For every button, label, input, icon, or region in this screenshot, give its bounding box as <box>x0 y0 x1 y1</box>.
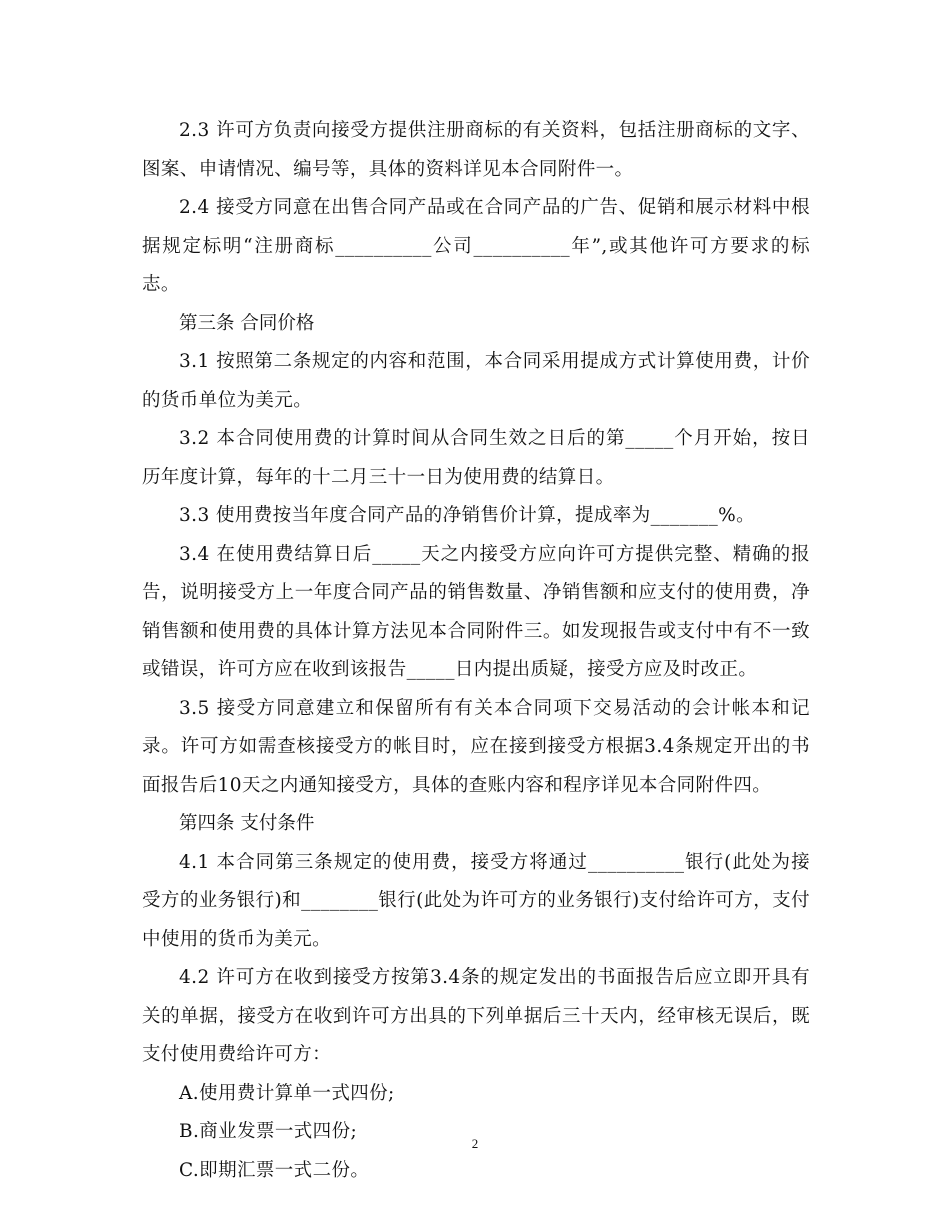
page-number: 2 <box>471 1136 479 1151</box>
clause-3-4: 3.4 在使用费结算日后_____天之内接受方应向许可方提供完整、精确的报告，说明接受方上一年度合同产品的销售数量、净销售额和应支付的使用费，净销售额和使用费的具体计算方法见本合同附件三。如发现报告或支付中有不一致或错误，许可方应在收到该报告_____日内提出质疑，接受方应及时改正。 <box>142 543 810 680</box>
list-item-c: C.即期汇票一式二份。 <box>179 1159 370 1181</box>
article-4-heading: 第四条 支付条件 <box>179 813 315 834</box>
article-3-heading: 第三条 合同价格 <box>179 312 315 334</box>
list-item-b: B.商业发票一式四份; <box>179 1121 358 1142</box>
list-item-a: A.使用费计算单一式四份; <box>179 1082 395 1104</box>
clause-3-5: 3.5 接受方同意建立和保留所有有关本合同项下交易活动的会计帐本和记录。许可方如需查核接受方的帐目时，应在接到接受方根据3.4条规定开出的书面报告后10天之内通知接受方，具体的查账内容和程序详见本合同附件四。 <box>142 697 810 796</box>
clause-2-3: 2.3 许可方负责向接受方提供注册商标的有关资料，包括注册商标的文字、图案、申请情况、编号等，具体的资料详见本合同附件一。 <box>142 120 810 180</box>
clause-3-3: 3.3 使用费按当年度合同产品的净销售价计算，提成率为_______%。 <box>179 505 756 526</box>
clause-4-1: 4.1 本合同第三条规定的使用费，接受方将通过__________银行(此处为接受方的业务银行)和________银行(此处为许可方的业务银行)支付给许可方，支付中使用的货币为美元。 <box>142 851 810 950</box>
clause-4-2: 4.2 许可方在收到接受方按第3.4条的规定发出的书面报告后应立即开具有关的单据，接受方在收到许可方出具的下列单据后三十天内，经审核无误后，既支付使用费给许可方： <box>142 967 810 1065</box>
clause-2-4: 2.4 接受方同意在出售合同产品或在合同产品的广告、促销和展示材料中根据规定标明“注册商标__________公司__________年”,或其他许可方要求的标志。 <box>142 197 810 295</box>
document-body <box>142 112 810 1190</box>
clause-3-2: 3.2 本合同使用费的计算时间从合同生效之日后的第_____个月开始，按日历年度计算，每年的十二月三十一日为使用费的结算日。 <box>142 428 810 488</box>
clause-3-1: 3.1 按照第二条规定的内容和范围，本合同采用提成方式计算使用费，计价的货币单位为美元。 <box>142 351 810 411</box>
